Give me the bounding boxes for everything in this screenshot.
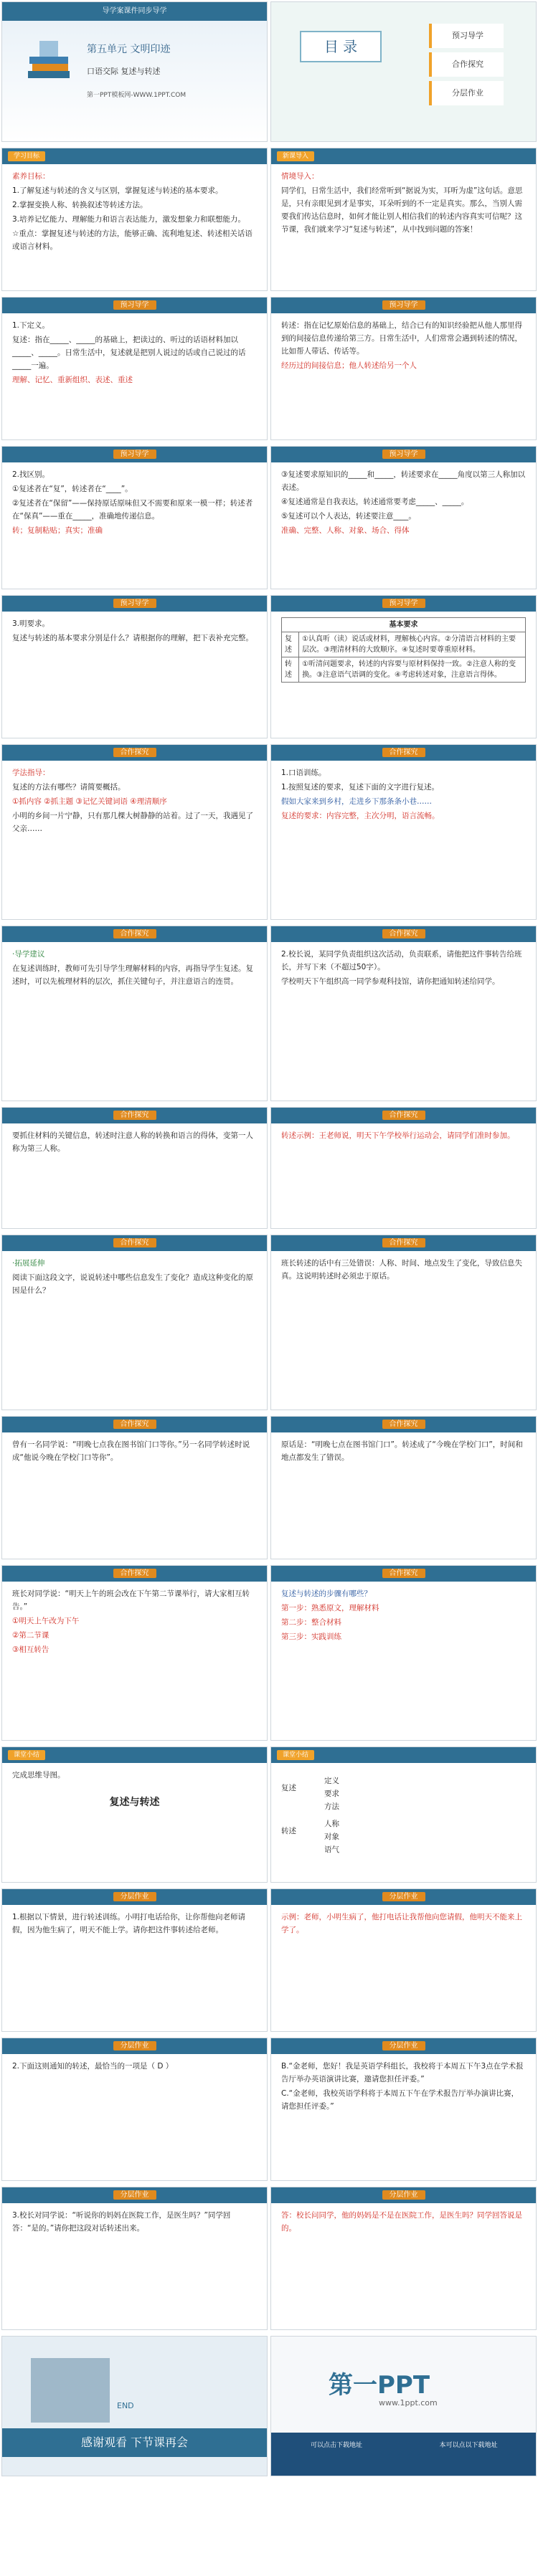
- oral-text: 1.按照复述的要求，复述下面的文字进行复述。: [281, 783, 440, 792]
- slide-mindmap[interactable]: 课堂小结 复述 转述 定义 要求 方法 人称 对象 语气: [270, 1746, 537, 1883]
- step-item: 第二步：整合材料: [281, 1618, 341, 1627]
- end-slide[interactable]: [1, 2336, 268, 2476]
- slide-requirement-table[interactable]: 预习导学 基本要求 复述 ①认真听（读）说话或材料，理解核心内容。②分清语言材料的主要层次。③理清材料的大致顺序。④复述时要尊重原材料。 转述 ①听清问题要求，转述的内容要与原材料保持一致。②注意人称的变换。③注意语气语调的变化。④考虑转述对象，注意语言得体。: [270, 595, 537, 738]
- section-center-tag: 预习导学: [113, 300, 156, 310]
- slide-requirement[interactable]: 预习导学 3.明要求。 复述与转述的基本要求分别是什么？请根据你的理解，把下表补充完整。: [1, 595, 268, 738]
- tip-answer: 转述示例：王老师说，明天下午学校举行运动会，请同学们准时参加。: [281, 1131, 515, 1140]
- method-answers: ①抓内容 ②抓主题 ③记忆关键词语 ④理清顺序: [12, 797, 167, 806]
- end-tag: END: [117, 2401, 134, 2410]
- cover-banner: 导学案课件同步导学: [2, 2, 267, 21]
- slide-practice-3[interactable]: 分层作业 3.校长对同学说：“听说你的妈妈在医院工作，是医生吗？”同学回答：“是的。”请你把这段对话转述出来。: [1, 2187, 268, 2330]
- cover-subtitle: 口语交际 复述与转述: [87, 67, 161, 76]
- practice3-text: 3.校长对同学说：“听说你的妈妈在医院工作，是医生吗？”同学回答：“是的。”请你把这段对话转述出来。: [12, 2211, 231, 2233]
- mindmap-leaf: 定义: [324, 1777, 339, 1785]
- toc-heading: 目 录: [300, 31, 382, 62]
- cover-slide[interactable]: [1, 1, 268, 142]
- guide-text: 在复述训练时，教师可先引导学生理解材料的内容，再指导学生复述。复述时，可以先梳理材料的层次，抓住关键句子，并注意语言的连贯。: [12, 964, 253, 986]
- row-3: [0, 297, 538, 440]
- slide-notice[interactable]: 合作探究 班长对同学说：“明天上午的班会改在下午第二节课举行，请大家相互转告。” ①明天上午改为下午 ②第二节课 ③相互转告: [1, 1565, 268, 1741]
- requirement-table: [281, 617, 526, 683]
- mindmap-leaf: 方法: [324, 1802, 339, 1811]
- case-text: 曾有一名同学说：“明晚七点我在图书馆门口等你。”另一名同学转述时说成“他说今晚在学校门口等你”。: [12, 1440, 250, 1462]
- table-row: 转述 ①听清问题要求，转述的内容要与原材料保持一致。②注意人称的变换。③注意语气语调的变化。④考虑转述对象，注意语言得体。: [282, 657, 526, 683]
- cover-site: 第一PPT模板网-WWW.1PPT.COM: [87, 92, 187, 99]
- ppt-strip: [271, 2433, 536, 2476]
- slide-transfer-define[interactable]: 预习导学 转述：指在记忆原始信息的基础上，结合已有的知识经验把从他人那里得到的间接信息传递给第三方。日常生活中，人们常常会遇到转述的情况，比如帮人带话、传话等。 经历过的间接信息；他人转述给另一个人: [270, 297, 537, 440]
- row-2: [0, 148, 538, 291]
- intro-label: 情境导入：: [281, 172, 319, 181]
- diff-answers: 转；复制粘贴；真实；准确: [12, 526, 103, 535]
- practice2-option: B.“金老师，您好！我是英语学科组长，我校将于本周五下午3点在学术报告厅举办英语演讲比赛，邀请您担任评委。”: [281, 2062, 524, 2083]
- table-row: 复述 ①认真听（读）说话或材料，理解核心内容。②分清语言材料的主要层次。③理清材料的大致顺序。④复述时要尊重原材料。: [282, 632, 526, 657]
- end-image: [31, 2358, 110, 2423]
- ppt-ad-slide[interactable]: [270, 2336, 537, 2476]
- target-label: 素养目标：: [12, 172, 50, 181]
- row-16: [0, 2336, 538, 2476]
- method-material: 小明的乡间一片宁静，只有那几棵大树静静的站着。过了一天，我遇见了父亲……: [12, 812, 253, 833]
- toc-list: [429, 24, 504, 110]
- section-tag: 新课导入: [277, 151, 314, 161]
- step-item: 第三步：实践训练: [281, 1632, 341, 1641]
- mindmap-branch: 转述: [281, 1827, 296, 1835]
- diff-item: ②复述者在“保留”——保持原话原味但又不需要和原来一模一样；转述者在“保真”——重在_____，准确地传递信息。: [12, 499, 253, 521]
- notice-answer: ②第二节课: [12, 1631, 49, 1640]
- slide-difference-2[interactable]: 预习导学 ③复述要求原知识的_____和_____，转述要求在_____角度以第三人称加以表述。 ④复述通常是自我表达，转述通常要考虑_____、_____。 ⑤复述可以个人表达，转述要注意____。 准确、完整、人称、对象、场合、得体: [270, 446, 537, 589]
- slide-intro[interactable]: [270, 148, 537, 291]
- slide-define[interactable]: [1, 297, 268, 440]
- row-9: [0, 1235, 538, 1410]
- slide-oral-training[interactable]: 合作探究 1.口语训练。 1.按照复述的要求，复述下面的文字进行复述。 假如大家来到乡村，走进乡下那条条小巷…… 复述的要求：内容完整，主次分明，语言流畅。: [270, 744, 537, 920]
- slide-tip-answer[interactable]: 合作探究 转述示例：王老师说，明天下午学校举行运动会，请同学们准时参加。: [270, 1107, 537, 1229]
- target-item: 2.掌握变换人称、转换叙述等转述方法。: [12, 201, 148, 209]
- slide-header: [271, 148, 536, 164]
- mindmap: [281, 1774, 526, 1860]
- row-7: [0, 926, 538, 1101]
- ext-lead: ·拓展延伸: [12, 1259, 45, 1268]
- slide-method[interactable]: 合作探究 学法指导： 复述的方法有哪些？请简要概括。 ①抓内容 ②抓主题 ③记忆关键词语 ④理清顺序 小明的乡间一片宁静，只有那几棵大树静静的站着。过了一天，我遇见了父亲……: [1, 744, 268, 920]
- practice-text: 1.根据以下情景，进行转述训练。小明打电话给你，让你帮他向老师请假，因为他生病了，明天不能上学。请你把这件事转述给老师。: [12, 1913, 246, 1934]
- ext-text: 阅读下面这段文字，说说转述中哪些信息发生了变化？造成这种变化的原因是什么？: [12, 1273, 253, 1295]
- task-hint: 学校明天下午组织高一同学参观科技馆，请你把通知转述给同学。: [281, 977, 500, 986]
- oral-note: 复述的要求：内容完整，主次分明，语言流畅。: [281, 812, 440, 820]
- books-icon: [24, 35, 74, 85]
- slide-difference[interactable]: 预习导学 2.找区别。 ①复述者在“复”，转述者在“____”。 ②复述者在“保留”——保持原话原味但又不需要和原来一模一样；转述者在“保真”——重在_____，准确地传递信息。 转；复制粘贴；真实；准确: [1, 446, 268, 589]
- req-text: 复述与转述的基本要求分别是什么？请根据你的理解，把下表补充完整。: [12, 634, 253, 642]
- section-tag: 学习目标: [8, 151, 45, 161]
- row-13: [0, 1888, 538, 2032]
- define-text: 复述：指在_____、_____的基础上，把读过的、听过的话语材料加以_____、_____。日常生活中，复述就是把别人说过的话或自己说过的话_____一遍。: [12, 336, 246, 370]
- slide-extension[interactable]: 合作探究 ·拓展延伸 阅读下面这段文字，说说转述中哪些信息发生了变化？造成这种变化的原因是什么？: [1, 1235, 268, 1410]
- step-item: 第一步：熟悉原文，理解材料: [281, 1604, 379, 1612]
- guide-lead: ·导学建议: [12, 950, 45, 959]
- slide-case-answer[interactable]: 合作探究 原话是：“明晚七点在图书馆门口”。转述成了“今晚在学校门口”，时间和地点都发生了错误。: [270, 1416, 537, 1559]
- ppt-logo: 第一PPT: [329, 2371, 430, 2400]
- define-answers: 理解、记忆、重新组织、表述、重述: [12, 376, 133, 384]
- slide-header: [2, 148, 267, 164]
- method-text: 复述的方法有哪些？请简要概括。: [12, 783, 126, 792]
- ppt-url[interactable]: www.1ppt.com: [379, 2398, 438, 2408]
- summary-text: 完成思维导图。: [12, 1771, 65, 1779]
- slide-tip[interactable]: 合作探究 要抓住材料的关键信息，转述时注意人称的转换和语言的得体，变第一人称为第三人称。: [1, 1107, 268, 1229]
- row-11: [0, 1565, 538, 1741]
- ppt-link[interactable]: 可以点击下载地址: [310, 2442, 362, 2449]
- slide-guide[interactable]: 合作探究 ·导学建议 在复述训练时，教师可先引导学生理解材料的内容，再指导学生复述。复述时，可以先梳理材料的层次，抓住关键句子，并注意语言的连贯。: [1, 926, 268, 1101]
- notice-answer: ③相互转告: [12, 1645, 49, 1654]
- case-answer: 原话是：“明晚七点在图书馆门口”。转述成了“今晚在学校门口”，时间和地点都发生了错误。: [281, 1440, 523, 1462]
- toc-slide[interactable]: [270, 1, 537, 142]
- notice-text: 班长对同学说：“明天上午的班会改在下午第二节课举行，请大家相互转告。”: [12, 1589, 250, 1611]
- summary-center: 复述与转述: [109, 1797, 160, 1808]
- slide-steps[interactable]: 合作探究 复述与转述的步骤有哪些？ 第一步：熟悉原文，理解材料 第二步：整合材料 第三步：实践训练: [270, 1565, 537, 1741]
- slide-extension-answer[interactable]: 合作探究 班长转述的话中有三处错误：人称、时间、地点发生了变化，导致信息失真。这说明转述时必须忠于原话。: [270, 1235, 537, 1410]
- slide-practice-2[interactable]: 分层作业 2.下面这则通知的转述，最恰当的一项是（ D ）: [1, 2038, 268, 2181]
- toc-item-practice[interactable]: 分层作业: [429, 81, 504, 105]
- slide-transfer-task[interactable]: 合作探究 2.校长说，某同学负责组织这次活动，负责联系，请他把这件事转告给班长，并写下来（不超过50字）。 学校明天下午组织高一同学参观科技馆，请你把通知转述给同学。: [270, 926, 537, 1101]
- tip-text: 要抓住材料的关键信息，转述时注意人称的转换和语言的得体，变第一人称为第三人称。: [12, 1131, 253, 1153]
- practice2-text: 2.下面这则通知的转述，最恰当的一项是（ D ）: [12, 2062, 174, 2071]
- diff2-item: ⑤复述可以个人表达，转述要注意____。: [281, 512, 416, 521]
- define-lead: 1.下定义。: [12, 321, 50, 330]
- toc-item-study[interactable]: 预习导学: [429, 24, 504, 48]
- transfer-text: 转述：指在记忆原始信息的基础上，结合已有的知识经验把从他人那里得到的间接信息传递给第三方。日常生活中，人们常常会遇到转述的情况，比如帮人带话、传话等。: [281, 321, 522, 356]
- row-15: [0, 2187, 538, 2330]
- ext-answer: 班长转述的话中有三处错误：人称、时间、地点发生了变化，导致信息失真。这说明转述时必须忠于原话。: [281, 1259, 522, 1280]
- row-4: [0, 446, 538, 589]
- slide-practice-1[interactable]: 分层作业 1.根据以下情景，进行转述训练。小明打电话给你，让你帮他向老师请假，因为他生病了，明天不能上学。请你把这件事转述给老师。: [1, 1888, 268, 2032]
- target-item: 1.了解复述与转述的含义与区别，掌握复述与转述的基本要求。: [12, 186, 223, 195]
- slide-summary[interactable]: 课堂小结 完成思维导图。 复述与转述: [1, 1746, 268, 1883]
- oral-lead: 1.口语训练。: [281, 769, 326, 777]
- method-lead: 学法指导：: [12, 769, 50, 777]
- diff2-item: ④复述通常是自我表达，转述通常要考虑_____、_____。: [281, 498, 469, 506]
- row-8: [0, 1107, 538, 1229]
- slide-practice-1-answer[interactable]: 分层作业 示例：老师，小明生病了，他打电话让我帮他向您请假，他明天不能来上学了。: [270, 1888, 537, 2032]
- toc-item-explore[interactable]: 合作探究: [429, 52, 504, 77]
- slide-practice-3-answer[interactable]: 分层作业 答：校长问同学，他的妈妈是不是在医院工作，是医生吗？同学回答说是的。: [270, 2187, 537, 2330]
- table-header: 基本要求: [282, 618, 526, 632]
- transfer-answers: 经历过的间接信息；他人转述给另一个人: [281, 361, 417, 370]
- mindmap-leaf: 要求: [324, 1790, 339, 1798]
- diff-item: ①复述者在“复”，转述者在“____”。: [12, 485, 133, 493]
- slide-target[interactable]: [1, 148, 268, 291]
- req-lead: 3.明要求。: [12, 619, 50, 628]
- mindmap-branch: 复述: [281, 1784, 296, 1792]
- cover-title: 第五单元 文明印迹: [87, 44, 171, 55]
- notice-answer: ①明天上午改为下午: [12, 1617, 80, 1625]
- mindmap-leaf: 语气: [324, 1845, 339, 1854]
- steps-lead: 复述与转述的步骤有哪些？: [281, 1589, 372, 1598]
- ppt-link[interactable]: 本可以点以下载地址: [439, 2442, 498, 2449]
- row-5: [0, 595, 538, 738]
- diff2-answers: 准确、完整、人称、对象、场合、得体: [281, 526, 410, 535]
- practice-answer: 示例：老师，小明生病了，他打电话让我帮他向您请假，他明天不能来上学了。: [281, 1913, 522, 1934]
- diff-lead: 2.找区别。: [12, 470, 50, 479]
- slide-case[interactable]: 合作探究 曾有一名同学说：“明晚七点我在图书馆门口等你。”另一名同学转述时说成“他说今晚在学校门口等你”。: [1, 1416, 268, 1559]
- intro-text: 同学们，日常生活中，我们经常听到“据说为实，耳听为虚”这句话。意思是，只有亲眼见到才是事实，耳朵听到的不一定是真实。那么，当别人需要我们传达信息时，如何才能让别人相信我们的转述内容真实可信呢？这节课，我们就来学习“复述与转述”，从中找到问题的答案！: [281, 186, 523, 234]
- row-6: [0, 744, 538, 920]
- practice2-option: C.“金老师，我校英语学科将于本周五下午在学术报告厅举办演讲比赛，请您担任评委。”: [281, 2089, 519, 2111]
- row-12: [0, 1746, 538, 1883]
- target-item: 3.培养记忆能力、理解能力和语言表达能力，激发想象力和联想能力。: [12, 215, 246, 224]
- oral-material: 假如大家来到乡村，走进乡下那条条小巷……: [281, 797, 432, 806]
- task-text: 2.校长说，某同学负责组织这次活动，负责联系，请他把这件事转告给班长，并写下来（不超过50字）。: [281, 950, 522, 971]
- end-text: 感谢观看 下节课再会: [2, 2428, 267, 2457]
- diff2-item: ③复述要求原知识的_____和_____，转述要求在_____角度以第三人称加以表述。: [281, 470, 526, 492]
- target-key: ☆重点：掌握复述与转述的方法，能够正确、流利地复述、转述相关话语或语言材料。: [12, 229, 253, 251]
- row-10: [0, 1416, 538, 1559]
- row-1: [0, 1, 538, 142]
- mindmap-leaf: 对象: [324, 1833, 339, 1841]
- row-14: [0, 2038, 538, 2181]
- mindmap-leaf: 人称: [324, 1820, 339, 1828]
- practice3-answer: 答：校长问同学，他的妈妈是不是在医院工作，是医生吗？同学回答说是的。: [281, 2211, 522, 2233]
- slide-practice-2-options[interactable]: 分层作业 B.“金老师，您好！我是英语学科组长，我校将于本周五下午3点在学术报告厅举办英语演讲比赛，邀请您担任评委。” C.“金老师，我校英语学科将于本周五下午在学术报告厅举办演讲比赛，请您担任评委。”: [270, 2038, 537, 2181]
